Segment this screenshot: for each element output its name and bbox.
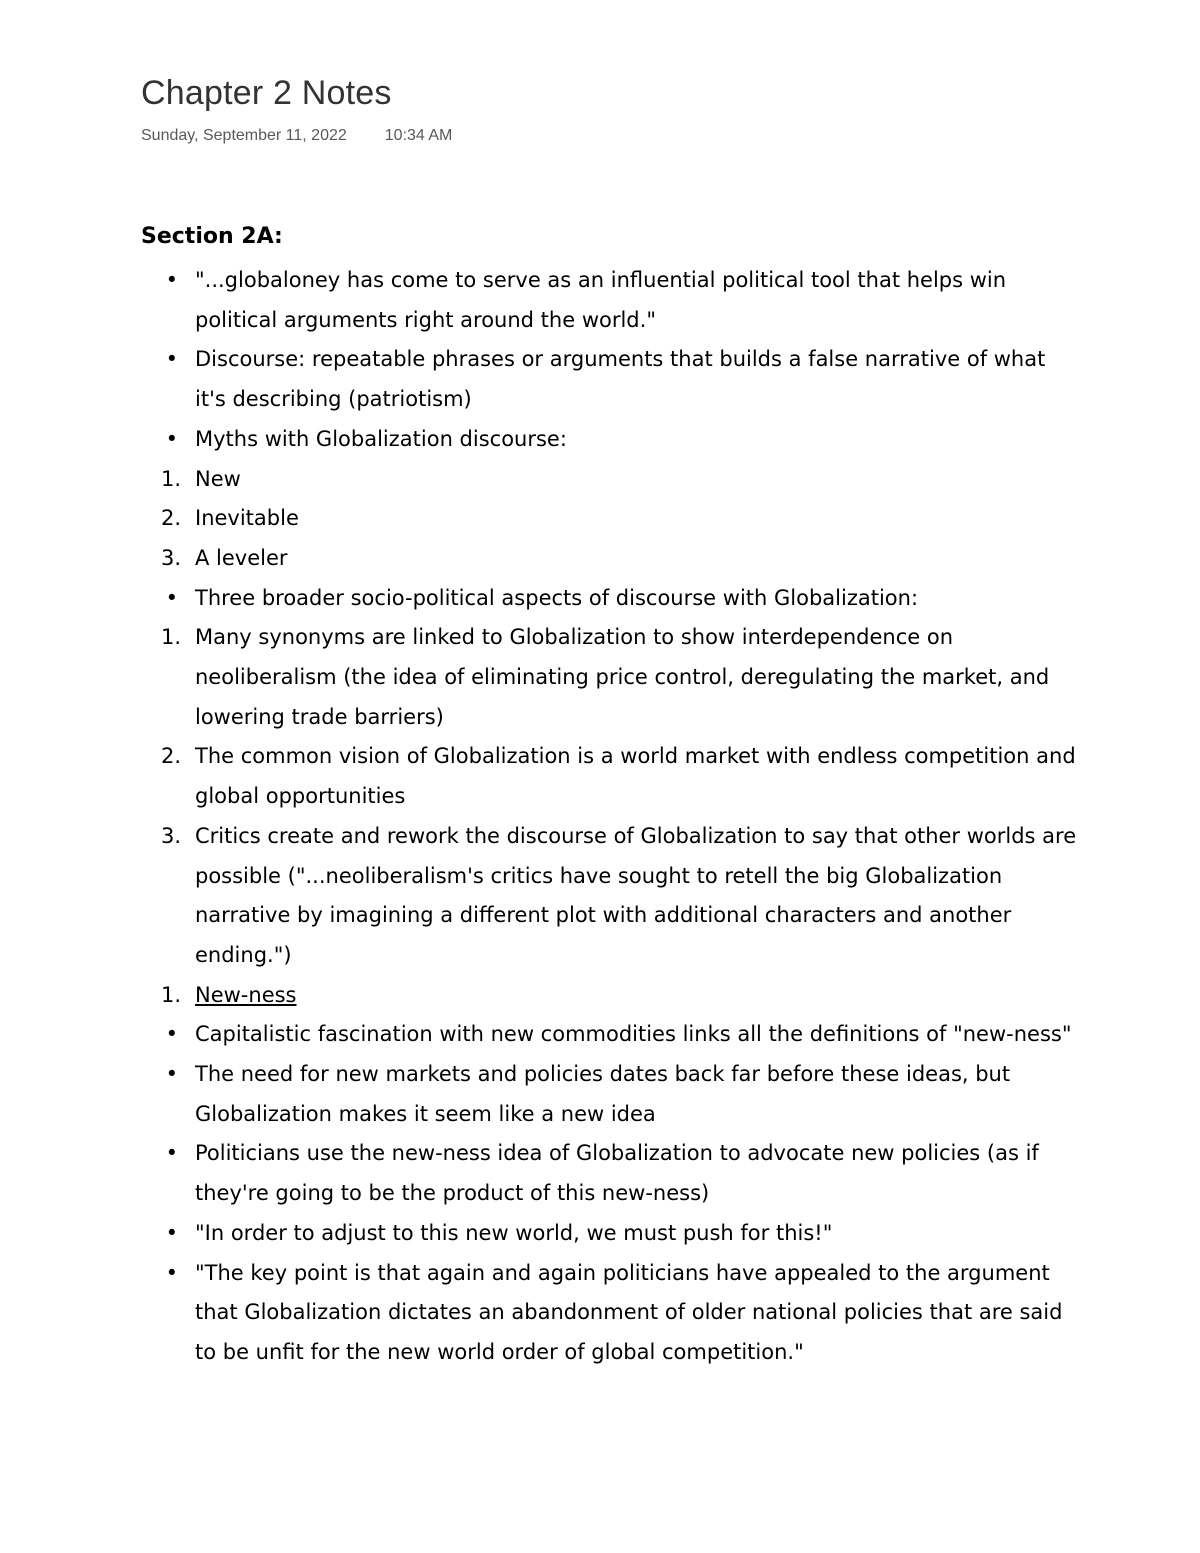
bullet-marker: • (165, 1062, 178, 1087)
list-item-text: The common vision of Globalization is a world market with endless competition and global opportunities (195, 744, 1076, 809)
list-item-text: "The key point is that again and again politicians have appealed to the argument that Globalization dictates an abandonment of older national policies that are said to be unfit for the new world order of global competition." (195, 1260, 1063, 1364)
number-marker: 3. (160, 545, 181, 570)
bullet-marker: • (165, 1022, 178, 1047)
list-item-text: Capitalistic fascination with new commodities links all the definitions of "new-ness" (195, 1022, 1072, 1047)
list-item-text: "In order to adjust to this new world, we must push for this!" (195, 1220, 833, 1245)
list-item-text: Myths with Globalization discourse: (195, 426, 567, 451)
list-item-text: Critics create and rework the discourse of Globalization to say that other worlds are possible ("...neoliberalism's critics have sought to retell the big Globalization narrative by imagining a different plot with additional characters and another ending.") (195, 823, 1077, 967)
bullet-marker: • (165, 1260, 178, 1285)
page-date: Sunday, September 11, 2022 (141, 127, 347, 144)
bullet-marker: • (165, 585, 178, 610)
list-item (141, 539, 1081, 579)
number-marker: 1. (160, 466, 181, 491)
list-item (141, 579, 1081, 619)
list-item (141, 1134, 1081, 1213)
list-item (141, 1214, 1081, 1254)
list-item (141, 737, 1081, 816)
list-item (141, 1015, 1081, 1055)
list-item (141, 340, 1081, 419)
bullet-marker: • (165, 1220, 178, 1245)
subheading-new-ness: New-ness (195, 982, 297, 1007)
number-marker: 1. (160, 625, 181, 650)
page-time: 10:34 AM (384, 127, 453, 144)
number-marker: 2. (160, 506, 181, 531)
list-item (141, 618, 1081, 737)
list-item (141, 1254, 1081, 1373)
page-metadata (141, 127, 452, 145)
bullet-marker: • (165, 347, 178, 372)
number-marker: 3. (160, 823, 181, 848)
list-item (141, 261, 1081, 340)
bullet-marker: • (165, 268, 178, 292)
list-item (141, 817, 1081, 976)
list-item-text: Politicians use the new-ness idea of Globalization to advocate new policies (as if they're going to be the product of this new-ness) (195, 1141, 1039, 1206)
bullet-marker: • (165, 426, 178, 451)
list-item (141, 460, 1081, 500)
list-item-text: Many synonyms are linked to Globalization to show interdependence on neoliberalism (the idea of eliminating price control, deregulating the market, and lowering trade barriers) (195, 625, 1050, 729)
list-item (141, 976, 1081, 1016)
list-item-text: New (195, 466, 241, 491)
list-item (141, 499, 1081, 539)
list-item-text: Inevitable (195, 506, 299, 531)
section-heading: Section 2A: (141, 224, 283, 249)
list-item-text: Three broader socio-political aspects of discourse with Globalization: (195, 585, 919, 610)
list-item-text: Discourse: repeatable phrases or arguments that builds a false narrative of what it's describing (patriotism) (195, 347, 1046, 412)
list-item-text: The need for new markets and policies dates back far before these ideas, but Globalization makes it seem like a new idea (195, 1062, 1011, 1126)
list-item (141, 1055, 1081, 1134)
number-marker: 2. (160, 744, 181, 769)
number-marker: 1. (160, 982, 181, 1007)
page-title: Chapter 2 Notes (141, 74, 392, 112)
list-item (141, 420, 1081, 460)
note-body (141, 222, 1081, 1373)
list-item-text: "...globaloney has come to serve as an influential political tool that helps win political arguments right around the world." (195, 268, 1007, 332)
list-item-text: A leveler (195, 545, 288, 570)
bullet-marker: • (165, 1141, 178, 1166)
